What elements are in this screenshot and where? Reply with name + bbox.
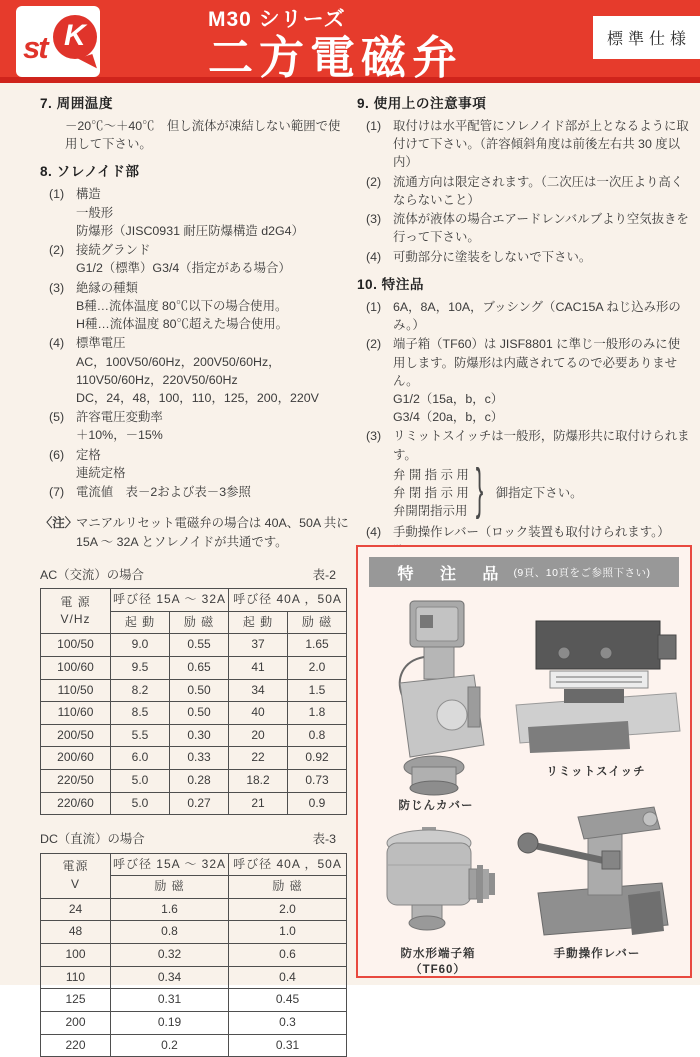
ac-current-table	[40, 588, 347, 815]
table-cell: 34	[229, 679, 288, 702]
table-cell: 0.30	[170, 724, 229, 747]
col-header-hold: 励 磁	[288, 611, 347, 634]
item-number: (1)	[366, 299, 382, 314]
table-row	[41, 1011, 347, 1034]
item-number: (4)	[49, 336, 65, 351]
item-line: ＋10%，－15%	[76, 428, 163, 443]
terminal-box-caption: 防水形端子箱 （TF60）	[400, 948, 476, 976]
table-cell: 200/50	[41, 724, 111, 747]
table-cell: 110/50	[41, 679, 111, 702]
table-cell: 200	[41, 1011, 111, 1034]
footnote-marker: 〈注〉	[40, 516, 78, 531]
item-line: G3/4（20a，b，c）	[393, 410, 504, 425]
table-row	[41, 921, 347, 944]
item-number: (2)	[366, 174, 382, 189]
item-number: (2)	[366, 337, 382, 352]
table-cell: 0.28	[170, 770, 229, 793]
table-row	[41, 679, 347, 702]
title-block	[208, 3, 463, 83]
table-cell: 0.27	[170, 792, 229, 815]
item-text: 6A，8A，10A，ブッシング（CAC15A ねじ込み形のみ。）	[393, 299, 681, 333]
manual-lever-caption: 手動操作レバー	[553, 948, 641, 960]
table-cell: 0.9	[288, 792, 347, 815]
item-number: (3)	[366, 212, 382, 227]
option-line: 弁開閉指示用	[393, 503, 468, 518]
dust-cover-illustration	[372, 595, 500, 797]
item-line: DC，24，48，100，110，125，200，220V	[76, 390, 319, 405]
table-cell: 20	[229, 724, 288, 747]
logo-k-text: K	[64, 19, 86, 52]
table-cell: 0.2	[111, 1034, 229, 1057]
table-cell: 0.3	[229, 1011, 347, 1034]
table-cell: 6.0	[111, 747, 170, 770]
table-cell: 0.65	[170, 656, 229, 679]
limit-switch-illustration	[508, 609, 684, 753]
list-item	[40, 483, 352, 501]
brace-glyph: }	[475, 459, 484, 523]
left-column	[40, 94, 352, 1057]
item-label: 定格	[76, 447, 101, 462]
header-banner	[0, 0, 700, 83]
table-cell: 5.0	[111, 770, 170, 793]
logo-swoosh-icon	[78, 54, 97, 73]
table-row	[41, 724, 347, 747]
special-order-title: 特 注 品	[397, 565, 510, 583]
item-number: (1)	[49, 187, 65, 202]
item-number: (4)	[366, 524, 382, 539]
list-item	[40, 334, 352, 407]
manual-lever-photo	[510, 785, 684, 943]
section-7-heading: 7. 周囲温度	[40, 96, 113, 111]
table-cell: 22	[229, 747, 288, 770]
dust-cover-caption: 防じんカバー	[398, 800, 474, 812]
special-order-banner	[369, 557, 679, 587]
table-row	[41, 898, 347, 921]
list-item	[357, 173, 691, 209]
col-header-large-bore: 呼び径 40A ，50A	[229, 589, 347, 612]
table-cell: 0.50	[170, 679, 229, 702]
table-cell: 8.2	[111, 679, 170, 702]
item-text: 端子箱（TF60）は JISF8801 に準じ一般形のみに使用します。防爆形は内蔵されてるので必要ありません。	[393, 337, 681, 388]
item-number: (6)	[49, 447, 65, 462]
series-label: M30 シリーズ	[208, 8, 346, 31]
list-item	[357, 523, 691, 541]
item-number: (5)	[49, 410, 65, 425]
table-cell: 0.19	[111, 1011, 229, 1034]
table-cell: 9.5	[111, 656, 170, 679]
dc-table-tag: 表-3	[312, 832, 336, 847]
ac-table-title: AC（交流）の場合	[40, 567, 144, 582]
list-item	[40, 185, 352, 240]
table-row	[41, 656, 347, 679]
table-cell: 1.0	[229, 921, 347, 944]
table-cell: 41	[229, 656, 288, 679]
page-title: 二方電磁弁	[208, 32, 464, 83]
table-cell: 2.0	[288, 656, 347, 679]
table-cell: 0.55	[170, 634, 229, 657]
table-cell: 100	[41, 944, 111, 967]
table-cell: 0.8	[288, 724, 347, 747]
footnote-text: マニアルリセット電磁弁の場合は 40A、50A 共に 15A ～ 32A とソレノイドが共通です。	[76, 516, 349, 549]
table-cell: 2.0	[229, 898, 347, 921]
item-text: 流通方向は限定されます。（二次圧は一次圧より高くならないこと）	[393, 174, 684, 207]
table-row	[41, 634, 347, 657]
option-line: 弁 開 指 示 用	[393, 467, 469, 482]
item-label: 絶縁の種類	[76, 280, 138, 295]
col-header-small-bore: 呼び径 15A ～ 32A	[111, 589, 229, 612]
table-row	[41, 770, 347, 793]
list-item	[40, 446, 352, 482]
col-header-power: 電 源 V/Hz	[41, 589, 111, 634]
table-cell: 5.5	[111, 724, 170, 747]
item-line: H種…流体温度 80℃超えた場合使用。	[76, 317, 289, 332]
table-cell: 18.2	[229, 770, 288, 793]
section-10-heading: 10. 特注品	[357, 276, 424, 292]
table-cell: 100/60	[41, 656, 111, 679]
standard-spec-badge: 標準仕様	[593, 16, 700, 59]
table-cell: 0.92	[288, 747, 347, 770]
table-cell: 100/50	[41, 634, 111, 657]
table-cell: 1.6	[111, 898, 229, 921]
table-cell: 8.5	[111, 702, 170, 725]
section-8	[40, 162, 352, 550]
table-cell: 0.8	[111, 921, 229, 944]
item-number: (4)	[366, 249, 382, 264]
list-item	[357, 210, 691, 246]
table-cell: 110	[41, 966, 111, 989]
col-header-start: 起 動	[111, 611, 170, 634]
table-cell: 9.0	[111, 634, 170, 657]
table-row	[41, 944, 347, 967]
item-line: G1/2（標準）G3/4（指定がある場合）	[76, 261, 291, 276]
item-text: 手動操作レバー（ロック装置も取付けられます。）	[393, 524, 670, 539]
item-label: 接続グランド	[76, 243, 151, 258]
table-cell: 0.31	[229, 1034, 347, 1057]
item-label: 構造	[76, 187, 101, 202]
col-header-power: 電源 V	[41, 853, 111, 898]
item-label: 電流値 表－2および表－3参照	[76, 485, 251, 500]
section-9	[357, 94, 691, 266]
dc-current-table	[40, 853, 347, 1057]
section-9-heading: 9. 使用上の注意事項	[357, 96, 487, 111]
list-item	[357, 427, 691, 521]
table-cell: 220/60	[41, 792, 111, 815]
item-label: 許容電圧変動率	[76, 410, 163, 425]
table-cell: 48	[41, 921, 111, 944]
item-line: 一般形	[76, 205, 114, 220]
ac-table-caption	[40, 566, 346, 584]
footnote	[40, 514, 352, 550]
ac-table-tag: 表-2	[312, 567, 336, 582]
dust-cover-photo	[372, 595, 500, 797]
table-cell: 5.0	[111, 792, 170, 815]
option-line: 弁 閉 指 示 用	[393, 485, 469, 500]
item-text: リミットスイッチは一般形，防爆形共に取付けられます。	[393, 429, 690, 462]
item-line: AC，100V50/60Hz，200V50/60Hz，110V50/60Hz，220V50/60Hz	[76, 354, 281, 387]
item-label: 標準電圧	[76, 336, 126, 351]
dc-table-caption	[40, 830, 346, 848]
section-7-body: －20℃～＋40℃ 但し流体が凍結しない範囲で使用して下さい。	[65, 118, 341, 152]
logo-circle-icon	[53, 15, 97, 59]
table-cell: 0.50	[170, 702, 229, 725]
table-cell: 0.32	[111, 944, 229, 967]
stk-logo	[16, 6, 100, 77]
table-cell: 21	[229, 792, 288, 815]
limit-switch-caption: リミットスイッチ	[546, 766, 646, 778]
col-header-small-bore: 呼び径 15A ～ 32A	[111, 853, 229, 876]
col-header-hold: 励 磁	[170, 611, 229, 634]
section-7	[40, 94, 352, 153]
table-cell: 1.5	[288, 679, 347, 702]
item-number: (7)	[49, 485, 65, 500]
item-text: 取付けは水平配管にソレノイド部が上となるように取付けて下さい。（許容傾斜角度は前後左右共 30 度以内）	[393, 118, 689, 170]
table-row	[41, 1034, 347, 1057]
table-row	[41, 702, 347, 725]
item-number: (2)	[49, 243, 65, 258]
section-10	[357, 275, 691, 561]
table-cell: 1.8	[288, 702, 347, 725]
list-item	[357, 298, 691, 334]
section-8-heading: 8. ソレノイド部	[40, 164, 140, 180]
item-number: (3)	[49, 280, 65, 295]
table-cell: 0.33	[170, 747, 229, 770]
table-cell: 200/60	[41, 747, 111, 770]
table-cell: 0.6	[229, 944, 347, 967]
list-item	[357, 248, 691, 266]
right-column	[357, 94, 691, 569]
col-header-hold: 励 磁	[229, 876, 347, 899]
logo-st-text: st	[23, 30, 47, 65]
item-line: B種…流体温度 80℃以下の場合使用。	[76, 298, 288, 313]
valve-indicator-options	[393, 459, 691, 523]
table-row	[41, 747, 347, 770]
item-line: G1/2（15a，b，c）	[393, 391, 504, 406]
table-cell: 40	[229, 702, 288, 725]
table-cell: 37	[229, 634, 288, 657]
brace-note: 御指定下さい。	[495, 485, 583, 500]
table-cell: 0.4	[229, 966, 347, 989]
table-cell: 24	[41, 898, 111, 921]
table-cell: 220/50	[41, 770, 111, 793]
table-cell: 0.31	[111, 989, 229, 1012]
terminal-box-photo	[374, 825, 502, 943]
table-cell: 1.65	[288, 634, 347, 657]
manual-lever-illustration	[510, 785, 684, 943]
table-row	[41, 792, 347, 815]
list-item	[357, 117, 691, 172]
table-row	[41, 966, 347, 989]
list-item	[40, 408, 352, 444]
list-item	[40, 241, 352, 277]
item-text: 可動部分に塗装をしないで下さい。	[393, 249, 592, 264]
col-header-start: 起 動	[229, 611, 288, 634]
list-item	[357, 335, 691, 426]
col-header-hold: 励 磁	[111, 876, 229, 899]
list-item	[40, 279, 352, 334]
table-cell: 0.73	[288, 770, 347, 793]
limit-switch-photo	[508, 609, 684, 753]
table-row	[41, 989, 347, 1012]
special-order-box	[356, 545, 692, 978]
item-number: (3)	[366, 429, 382, 444]
table-cell: 0.45	[229, 989, 347, 1012]
table-cell: 110/60	[41, 702, 111, 725]
table-cell: 125	[41, 989, 111, 1012]
table-cell: 0.34	[111, 966, 229, 989]
item-line: 防爆形（JISC0931 耐圧防爆構造 d2G4）	[76, 223, 304, 238]
terminal-box-illustration	[374, 825, 502, 943]
item-text: 流体が液体の場合エアードレンバルブより空気抜きを行って下さい。	[393, 212, 689, 245]
special-order-note: (9頁、10頁をご参照下さい)	[513, 566, 651, 579]
col-header-large-bore: 呼び径 40A ，50A	[229, 853, 347, 876]
item-number: (1)	[366, 118, 382, 133]
dc-table-title: DC（直流）の場合	[40, 832, 145, 847]
table-cell: 220	[41, 1034, 111, 1057]
item-line: 連続定格	[76, 465, 126, 480]
